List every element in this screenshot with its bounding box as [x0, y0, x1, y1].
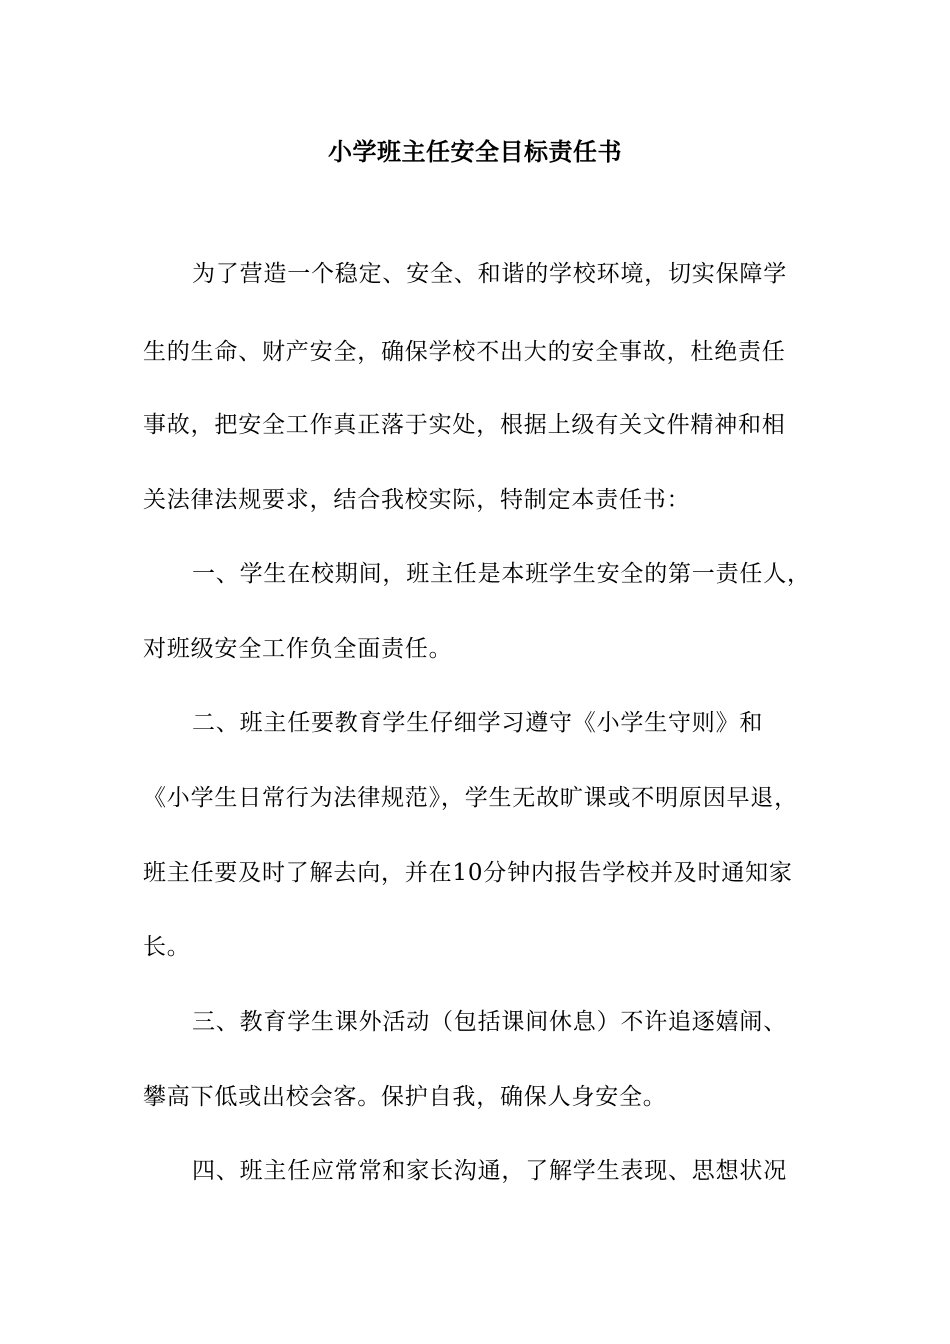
- document-title: 小学班主任安全目标责任书: [328, 138, 622, 166]
- paragraph-line: 为了营造一个稳定、安全、和谐的学校环境，切实保障学: [192, 261, 787, 287]
- paragraph-line: 三、教育学生课外活动（包括课间休息）不许追逐嬉闹、: [192, 1009, 787, 1035]
- paragraph-line: 攀高下低或出校会客。保护自我，确保人身安全。: [143, 1084, 667, 1110]
- paragraph-line: 一、学生在校期间，班主任是本班学生安全的第一责任人，: [192, 561, 811, 587]
- paragraph-line: 生的生命、财产安全，确保学校不出大的安全事故，杜绝责任: [143, 339, 786, 365]
- paragraph-line: 对班级安全工作负全面责任。: [143, 636, 453, 662]
- paragraph-line: 《小学生日常行为法律规范》，学生无故旷课或不明原因早退，: [143, 785, 798, 811]
- paragraph-line: 班主任要及时了解去向，并在10分钟内报告学校并及时通知家: [143, 860, 793, 886]
- paragraph-line: 长。: [143, 934, 191, 960]
- paragraph-line: 二、班主任要教育学生仔细学习遵守《小学生守则》和: [192, 710, 764, 736]
- paragraph-line: 事故，把安全工作真正落于实处，根据上级有关文件精神和相: [143, 412, 786, 438]
- paragraph-line: 四、班主任应常常和家长沟通，了解学生表现、思想状况: [192, 1158, 787, 1184]
- paragraph-line: 关法律法规要求，结合我校实际，特制定本责任书：: [143, 487, 691, 513]
